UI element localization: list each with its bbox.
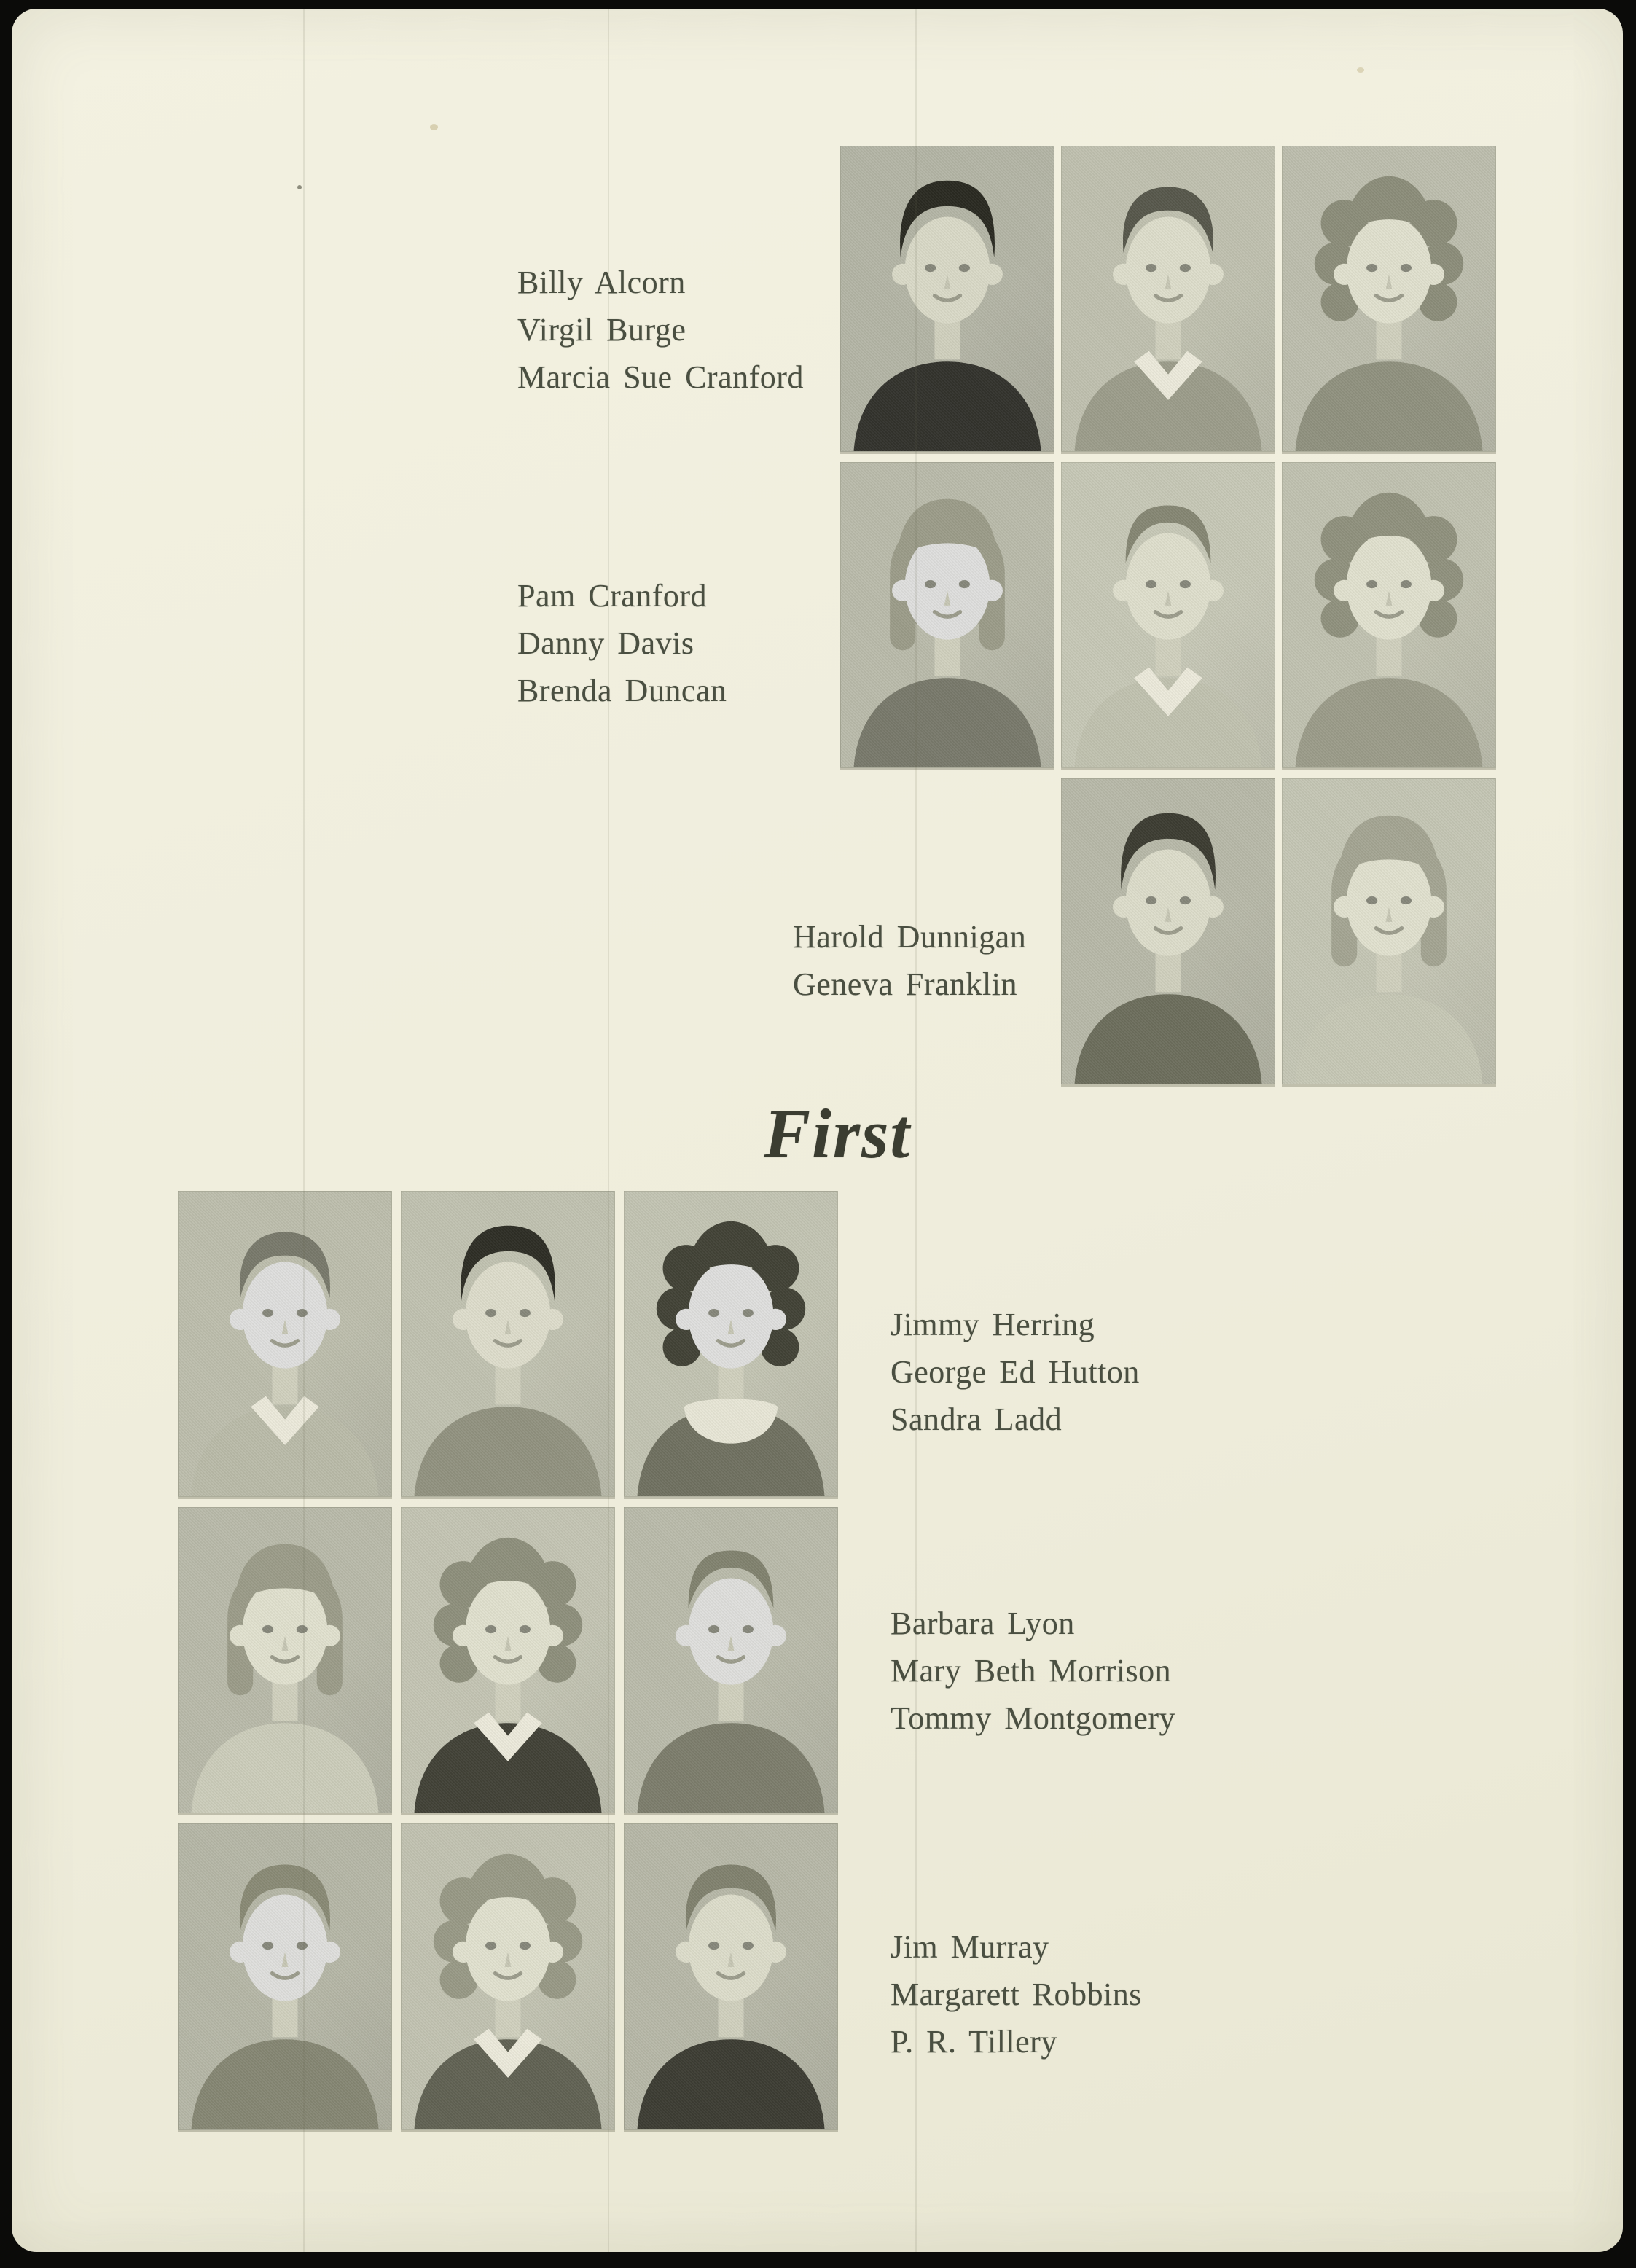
student-name: Marcia Sue Cranford xyxy=(517,359,804,395)
student-name: Virgil Burge xyxy=(517,312,686,348)
name-group-1 xyxy=(517,259,804,401)
portrait-photo xyxy=(401,1191,615,1497)
name-group-2 xyxy=(517,572,727,714)
student-name: Tommy Montgomery xyxy=(891,1700,1176,1736)
name-group-4 xyxy=(891,1301,1140,1443)
portrait-photo xyxy=(401,1507,615,1813)
portrait-photo xyxy=(624,1191,838,1497)
portrait-photo xyxy=(1282,462,1496,768)
student-name: Danny Davis xyxy=(517,625,694,661)
portrait-photo xyxy=(1282,778,1496,1084)
yearbook-page xyxy=(12,9,1623,2252)
portrait-photo xyxy=(178,1823,392,2130)
portrait-photo xyxy=(1061,462,1275,768)
portrait-photo xyxy=(178,1507,392,1813)
name-group-5 xyxy=(891,1600,1175,1742)
student-name: Mary Beth Morrison xyxy=(891,1653,1172,1689)
portrait-photo xyxy=(624,1507,838,1813)
student-name: Billy Alcorn xyxy=(517,265,686,300)
student-name: Jimmy Herring xyxy=(891,1307,1095,1342)
portrait-photo xyxy=(1282,146,1496,452)
student-name: P. R. Tillery xyxy=(891,2024,1057,2060)
student-name: Sandra Ladd xyxy=(891,1401,1062,1437)
portrait-photo xyxy=(178,1191,392,1497)
portrait-photo xyxy=(1061,146,1275,452)
name-group-6 xyxy=(891,1923,1142,2065)
portrait-photo xyxy=(1061,778,1275,1084)
portrait-photo xyxy=(840,462,1054,768)
student-name: Margarett Robbins xyxy=(891,1976,1142,2012)
portrait-photo xyxy=(840,146,1054,452)
student-name: Harold Dunnigan xyxy=(793,919,1027,955)
student-name: George Ed Hutton xyxy=(891,1354,1140,1390)
paper-stain xyxy=(1357,67,1364,73)
student-name: Geneva Franklin xyxy=(793,966,1017,1002)
ink-speck xyxy=(297,185,302,189)
student-name: Jim Murray xyxy=(891,1929,1049,1965)
portrait-photo xyxy=(624,1823,838,2130)
student-name: Barbara Lyon xyxy=(891,1606,1075,1641)
student-name: Pam Cranford xyxy=(517,578,708,614)
grade-heading: First xyxy=(764,1095,912,1173)
portrait-photo xyxy=(401,1823,615,2130)
paper-stain xyxy=(430,124,438,130)
student-name: Brenda Duncan xyxy=(517,673,727,708)
name-group-3 xyxy=(793,913,1026,1008)
